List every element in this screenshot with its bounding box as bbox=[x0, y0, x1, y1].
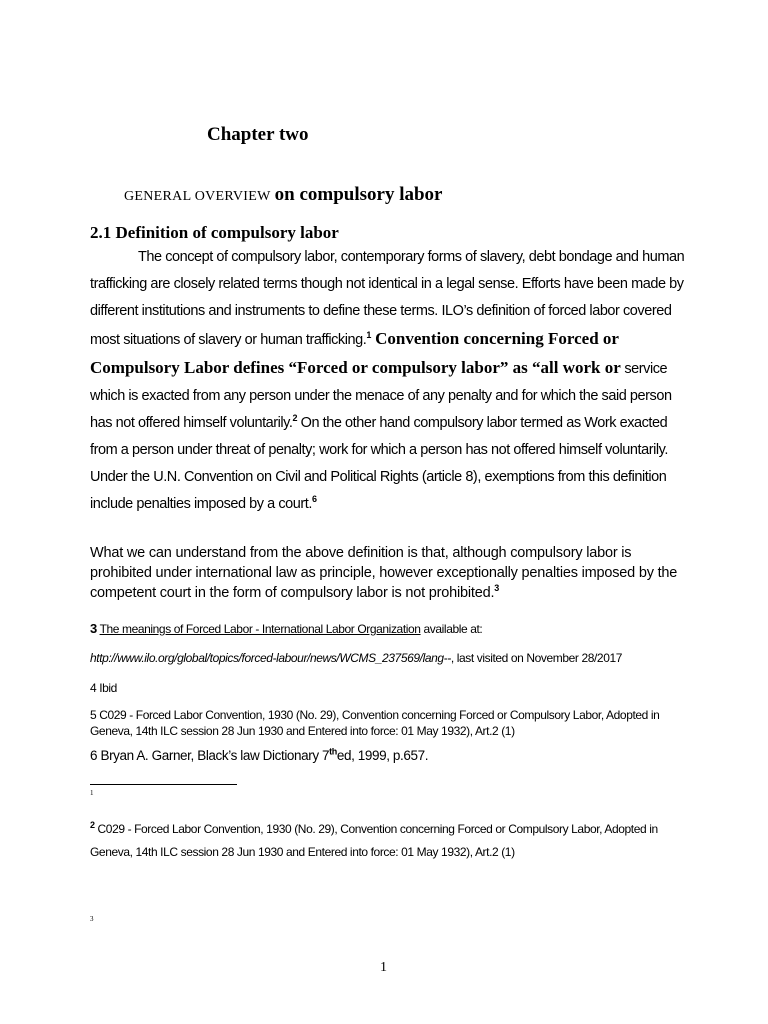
definition-paragraph bbox=[90, 244, 690, 518]
footnote-3-link[interactable]: The meanings of Forced Labor - International Labor Organization bbox=[99, 622, 421, 636]
footnote-6 bbox=[90, 748, 428, 763]
page-number: 1 bbox=[380, 960, 387, 975]
paragraph2-text: What we can understand from the above definition is that, although compulsory labor is prohibited under international law as principle, however exceptionally penalties imposed by the competent court in the form of compulsory labor is not prohibited. bbox=[90, 545, 678, 601]
footnote-marker-1: 1 bbox=[90, 789, 94, 797]
footnote-3-number: 3 bbox=[90, 621, 97, 636]
footnote-6-text-a: 6 Bryan A. Garner, Black’s law Dictionary 7 bbox=[90, 748, 330, 763]
footnote-ref-2: 2 bbox=[292, 413, 298, 424]
paragraph-text-b: service which is exacted from any person under the menace of any penalty and for which the said person has not offered himself voluntarily. bbox=[90, 361, 672, 431]
page-footnote-2-number: 2 bbox=[90, 820, 95, 830]
page-footnote-2-text: C029 - Forced Labor Convention, 1930 (No. 29), Convention concerning Forced or Compulsory Labor, Adopted in Geneva, 14th ILC session 28 Jun 1930 and Entered into force: 01 May 1932), Art.2 (1) bbox=[90, 822, 658, 859]
footnote-marker-3: 3 bbox=[90, 915, 94, 923]
footnote-3-url[interactable]: http://www.ilo.org/global/topics/forced-labour/news/WCMS_237569/lang-- bbox=[90, 651, 451, 665]
understanding-paragraph bbox=[90, 543, 690, 603]
footnote-3-visited: , last visited on November 28/2017 bbox=[450, 651, 623, 665]
footnote-ref-6: 6 bbox=[311, 494, 317, 505]
paragraph-text-a: The concept of compulsory labor, contemporary forms of slavery, debt bondage and human trafficking are closely related terms though not identical in a legal sense. Efforts have been made by different institutions and instruments to define these terms. ILO’s definition of forced labor covered most situations of slavery or human trafficking. bbox=[90, 249, 685, 348]
footnote-6-sup: th bbox=[329, 746, 337, 757]
paragraph-text-c: On the other hand compulsory labor termed as Work exacted from a person under threat of penalty; work for which a person has not offered himself voluntarily. Under the U.N. Convention on Civil and Political Rights (article 8), exemptions from this definition include penalties imposed by a court. bbox=[90, 415, 668, 512]
footnote-4: 4 Ibid bbox=[90, 681, 117, 695]
footnote-3 bbox=[90, 621, 482, 636]
section-heading: 2.1 Definition of compulsory labor bbox=[90, 223, 339, 242]
overview-suffix: on compulsory labor bbox=[274, 184, 443, 205]
footnote-ref-3: 3 bbox=[494, 583, 500, 594]
footnote-separator bbox=[90, 784, 237, 785]
footnote-ref-1: 1 bbox=[366, 330, 371, 341]
footnote-6-text-b: ed, 1999, p.657. bbox=[336, 748, 429, 763]
overview-heading bbox=[124, 184, 443, 206]
paragraph-bold-definition: Convention concerning Forced or Compulsory Labor defines “Forced or compulsory labor” as “all work or bbox=[90, 329, 621, 377]
page-footnote-2 bbox=[90, 818, 690, 864]
footnote-3-url-line bbox=[90, 651, 622, 665]
overview-prefix: GENERAL OVERVIEW bbox=[124, 189, 271, 204]
footnote-3-after: available at: bbox=[420, 622, 483, 636]
footnote-5: 5 C029 - Forced Labor Convention, 1930 (No. 29), Convention concerning Forced or Compulsory Labor, Adopted in Geneva, 14th ILC session 28 Jun 1930 and Entered into force: 01 May 1932), Art.2 (1) bbox=[90, 708, 660, 738]
chapter-title: Chapter two bbox=[207, 124, 309, 145]
